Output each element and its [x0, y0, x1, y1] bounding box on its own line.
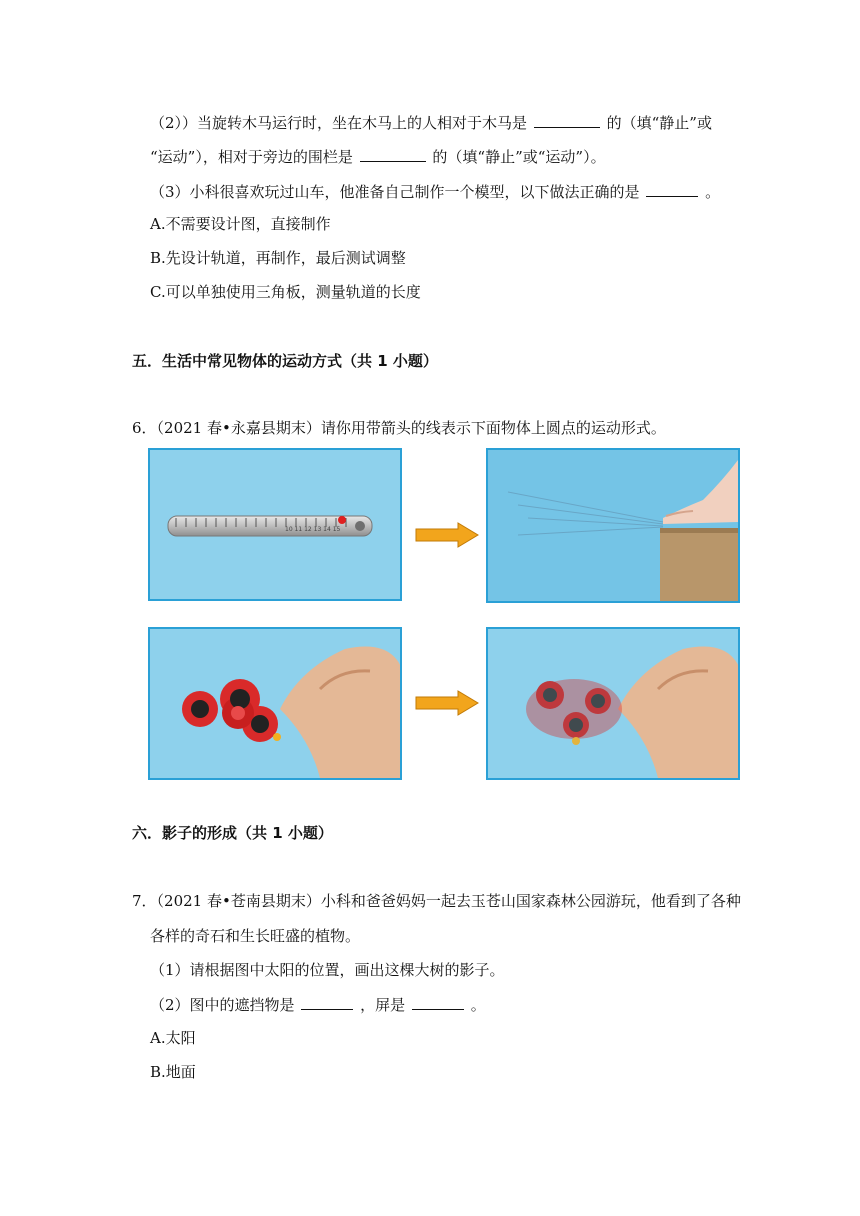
red-dot-marker — [338, 516, 346, 524]
section-5-title: 五．生活中常见物体的运动方式（共 1 小题） — [132, 352, 438, 370]
yellow-dot-marker — [572, 737, 580, 745]
q6-stem: 6．（2021 春•永嘉县期末）请你用带箭头的线表示下面物体上圆点的运动形式。 — [132, 419, 666, 437]
q5-part2-text-d: 的（填“静止”或“运动”）。 — [432, 148, 606, 166]
q7-stem-line1: 7．（2021 春•苍南县期末）小科和爸爸妈妈一起去玉苍山国家森林公园游玩，他看到了各种 — [132, 892, 741, 910]
q5-part2-line1 — [150, 112, 712, 133]
q7-part2-text-b: ，屏是 — [360, 996, 406, 1014]
q5-part3-end: 。 — [705, 183, 721, 201]
right-arrow-icon — [414, 690, 480, 716]
spinning-spinner-illustration — [488, 629, 738, 778]
q5-option-a: A.不需要设计图，直接制作 — [150, 215, 331, 233]
fidget-spinner — [182, 679, 281, 742]
spinner-in-hand-illustration — [150, 629, 400, 778]
answer-blank[interactable] — [534, 112, 600, 128]
answer-blank[interactable] — [301, 994, 353, 1010]
q5-part2-text-b: 的（填“静止”或 — [606, 114, 712, 132]
section-6-title: 六．影子的形成（共 1 小题） — [132, 824, 333, 842]
yellow-dot-marker — [273, 733, 281, 741]
fidget-spinner-image — [148, 627, 402, 780]
fidget-spinner-blurred — [526, 679, 622, 745]
q7-option-a: A.太阳 — [150, 1029, 196, 1047]
q5-part2-text-c: “运动”），相对于旁边的围栏是 — [150, 148, 353, 166]
q5-option-c: C.可以单独使用三角板，测量轨道的长度 — [150, 283, 421, 301]
q7-part2-text-a: （2）图中的遮挡物是 — [150, 996, 295, 1014]
q5-part2-text-a: （2））当旋转木马运行时，坐在木马上的人相对于木马是 — [150, 114, 528, 132]
right-arrow-icon — [414, 522, 480, 548]
q5-part3 — [150, 181, 720, 202]
answer-blank[interactable] — [646, 181, 698, 197]
ruler-illustration — [150, 450, 400, 599]
q7-part2-text-c: 。 — [470, 996, 486, 1014]
spinning-spinner-image — [486, 627, 740, 780]
q7-part2 — [150, 994, 486, 1015]
q7-part1: （1）请根据图中太阳的位置，画出这棵大树的影子。 — [150, 961, 505, 979]
answer-blank[interactable] — [360, 146, 426, 162]
q7-option-b: B.地面 — [150, 1063, 196, 1081]
ruler-image — [148, 448, 402, 601]
ruler-vibration-image — [486, 448, 740, 603]
answer-blank[interactable] — [412, 994, 464, 1010]
q5-option-b: B.先设计轨道，再制作，最后测试调整 — [150, 249, 406, 267]
q7-stem-line2: 各样的奇石和生长旺盛的植物。 — [150, 927, 361, 945]
q5-part3-text: （3）小科很喜欢玩过山车，他准备自己制作一个模型，以下做法正确的是 — [150, 183, 640, 201]
ruler-tick-labels: 10 11 12 13 14 15 — [285, 526, 341, 533]
ruler-on-block-illustration — [488, 450, 738, 601]
q5-part2-line2 — [150, 146, 606, 167]
